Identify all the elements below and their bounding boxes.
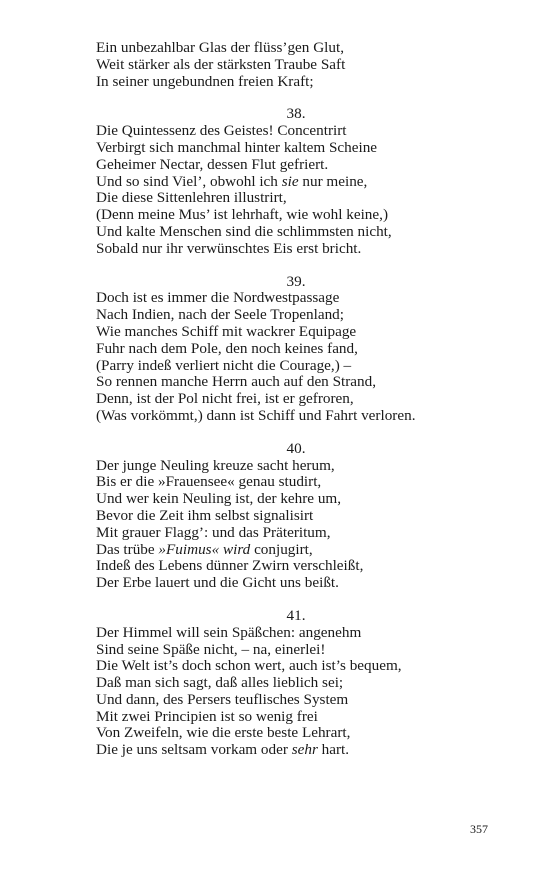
verse-line <box>96 742 496 759</box>
opening-stanza <box>96 40 496 90</box>
verse-line: Daß man sich sagt, daß alles lieblich sei; <box>96 674 344 692</box>
verse-line: Der Himmel will sein Späßchen: angenehm <box>96 623 362 641</box>
page-number: 357 <box>470 822 488 836</box>
stanza-39 <box>96 274 496 425</box>
verse-line: Der Erbe lauert und die Gicht uns beißt. <box>96 574 339 592</box>
verse-line: Bis er die »Frauensee« genau studirt, <box>96 473 322 491</box>
verse-line: Wie manches Schiff mit wackrer Equipage <box>96 322 357 340</box>
verse-line: Verbirgt sich manchmal hinter kaltem Scheine <box>96 138 378 156</box>
verse-line: Geheimer Nectar, dessen Flut gefriert. <box>96 155 329 173</box>
stanza-38 <box>96 106 496 257</box>
verse-line: (Was vorkömmt,) dann ist Schiff und Fahrt verloren. <box>96 406 416 424</box>
verse-line: In seiner ungebundnen freien Kraft; <box>96 72 314 90</box>
stanza-number: 39. <box>286 272 306 290</box>
verse-text: Und so sind Viel’, obwohl ich <box>96 172 282 190</box>
verse-text: conjugirt, <box>250 540 313 558</box>
stanza-40 <box>96 441 496 592</box>
verse-line <box>96 542 496 559</box>
verse-line: Denn, ist der Pol nicht frei, ist er gefroren, <box>96 390 354 408</box>
verse-line: Weit stärker als der stärksten Traube Saft <box>96 55 346 73</box>
verse-line: (Denn meine Mus’ ist lehrhaft, wie wohl keine,) <box>96 206 388 224</box>
verse-line: So rennen manche Herrn auch auf den Strand, <box>96 373 377 391</box>
verse-line: Und wer kein Neuling ist, der kehre um, <box>96 490 342 508</box>
emphasis-text: »Fuimus« wird <box>158 540 251 558</box>
verse-line: Die diese Sittenlehren illustrirt, <box>96 189 287 207</box>
emphasis-text: sehr <box>291 741 318 759</box>
verse-line: Fuhr nach dem Pole, den noch keines fand, <box>96 339 358 357</box>
verse-text: Das trübe <box>96 540 159 558</box>
stanza-number: 38. <box>286 105 306 123</box>
verse-line: Von Zweifeln, wie die erste beste Lehrart, <box>96 724 351 742</box>
verse-line: Der junge Neuling kreuze sacht herum, <box>96 456 335 474</box>
verse-line: Mit grauer Flagg’: und das Präteritum, <box>96 523 331 541</box>
verse-line: Indeß des Lebens dünner Zwirn verschleißt, <box>96 557 364 575</box>
verse-text: hart. <box>317 741 350 759</box>
stanza-number: 41. <box>286 606 306 624</box>
verse-line: Mit zwei Principien ist so wenig frei <box>96 707 318 725</box>
verse-line: Und kalte Menschen sind die schlimmsten nicht, <box>96 222 392 240</box>
verse-line: Die Quintessenz des Geistes! Concentrirt <box>96 122 347 140</box>
poem-page <box>96 40 496 775</box>
stanza-number: 40. <box>286 439 306 457</box>
verse-line: Sind seine Späße nicht, – na, einerlei! <box>96 640 326 658</box>
verse-line: Bevor die Zeit ihm selbst signalisirt <box>96 506 314 524</box>
verse-text: Die je uns seltsam vorkam oder <box>96 741 292 759</box>
verse-line: Sobald nur ihr verwünschtes Eis erst bricht. <box>96 239 362 257</box>
verse-line: Doch ist es immer die Nordwestpassage <box>96 289 340 307</box>
verse-line <box>96 174 496 191</box>
verse-line: (Parry indeß verliert nicht die Courage,) – <box>96 356 352 374</box>
verse-line: Ein unbezahlbar Glas der flüss’gen Glut, <box>96 39 344 56</box>
emphasis-text: sie <box>281 172 299 190</box>
stanza-41 <box>96 608 496 759</box>
verse-line: Die Welt ist’s doch schon wert, auch ist’s bequem, <box>96 657 402 675</box>
verse-line: Und dann, des Persers teuflisches System <box>96 690 349 708</box>
verse-line: Nach Indien, nach der Seele Tropenland; <box>96 306 344 324</box>
verse-text: nur meine, <box>298 172 368 190</box>
